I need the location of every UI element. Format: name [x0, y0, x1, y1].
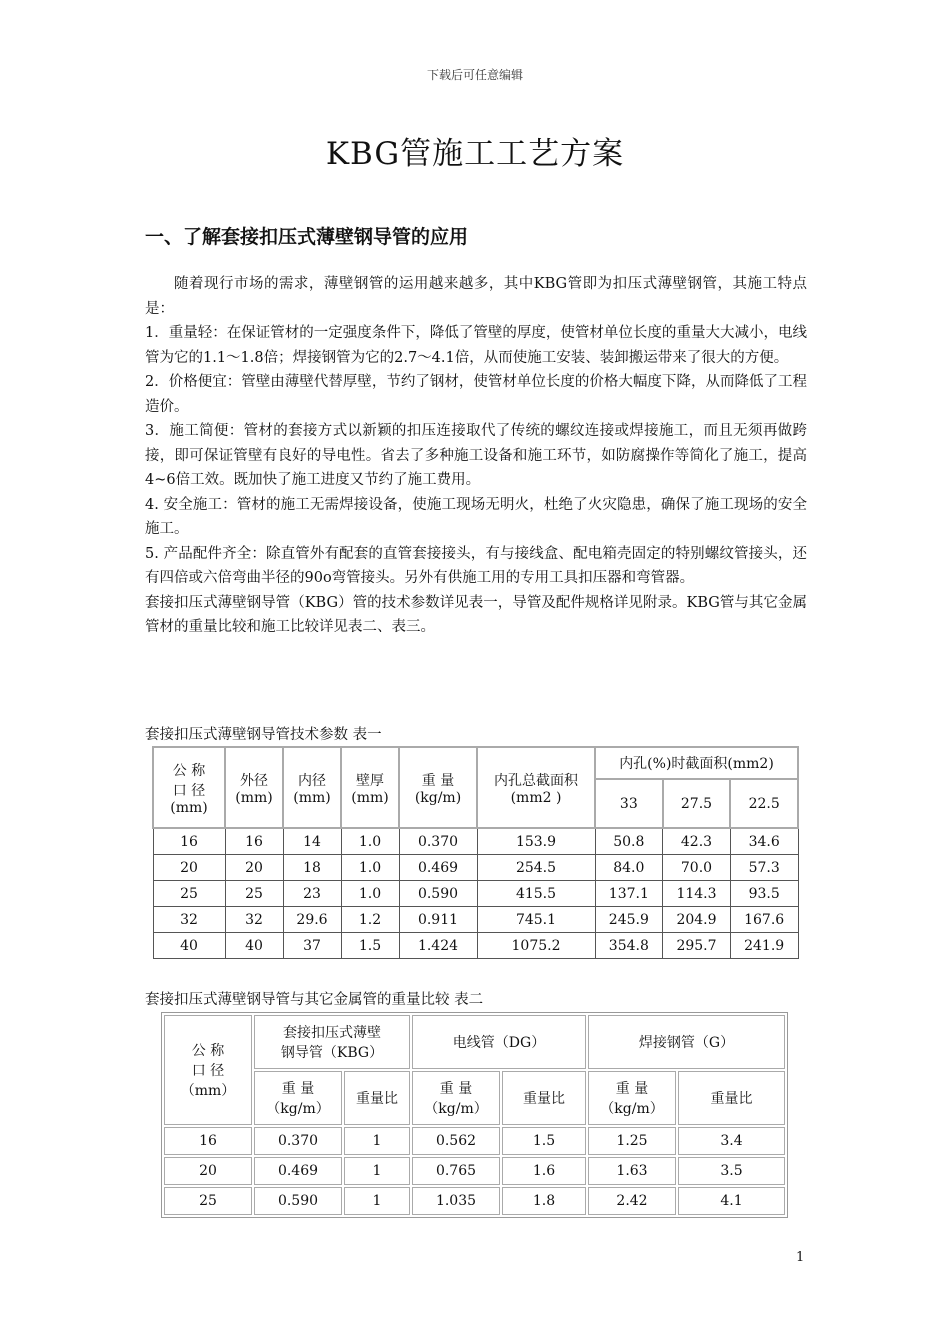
paragraph-item-1: 1．重量轻：在保证管材的一定强度条件下，降低了管壁的厚度，使管材单位长度的重量大大减小，电线管为它的1.1～1.8倍；焊接钢管为它的2.7～4.1倍，从而使施工安装、装卸搬运带来了很大的方便。	[145, 325, 807, 366]
table-cell: 0.469	[399, 855, 477, 881]
table-cell: 16	[225, 828, 283, 855]
table1-caption: 套接扣压式薄壁钢导管技术参数 表一	[145, 727, 382, 743]
table-cell: 1.0	[341, 828, 399, 855]
table-cell: 20	[164, 1157, 252, 1185]
header-area: 内孔总截面积 (mm2 )	[477, 747, 595, 828]
header-pct-27-5: 27.5	[663, 779, 731, 828]
table-cell: 1075.2	[477, 933, 595, 959]
paragraph-item-3: 3．施工简便：管材的套接方式以新颖的扣压连接取代了传统的螺纹连接或焊接施工，而且无须再做跨接，即可保证管壁有良好的导电性。省去了多种施工设备和施工环节，如防腐操作等简化了施工，提高4~6倍工效。既加快了施工进度又节约了施工费用。	[145, 423, 807, 488]
table-cell: 1	[344, 1187, 410, 1215]
table-cell: 354.8	[595, 933, 663, 959]
table-cell: 1.5	[341, 933, 399, 959]
table-cell: 57.3	[730, 855, 798, 881]
paragraph-item-2: 2．价格便宜：管壁由薄壁代替厚壁，节约了钢材，使管材单位长度的价格大幅度下降，从而降低了工程造价。	[145, 374, 807, 415]
table1	[152, 746, 799, 959]
table-cell: 2.42	[588, 1187, 676, 1215]
table-cell: 25	[153, 881, 225, 907]
table-cell: 241.9	[730, 933, 798, 959]
table-cell: 0.765	[412, 1157, 500, 1185]
table-cell: 1.0	[341, 855, 399, 881]
table-cell: 16	[164, 1127, 252, 1155]
table-cell: 295.7	[663, 933, 731, 959]
header-inner: 内径 (mm)	[283, 747, 341, 828]
table-cell: 1.63	[588, 1157, 676, 1185]
header-wall: 壁厚 (mm)	[341, 747, 399, 828]
table-cell: 16	[153, 828, 225, 855]
table-cell: 114.3	[663, 881, 731, 907]
header-nominal: 公 称 口 径 （mm）	[164, 1015, 252, 1125]
table-cell: 40	[225, 933, 283, 959]
table-cell: 167.6	[730, 907, 798, 933]
table-cell: 1.5	[502, 1127, 586, 1155]
table-cell: 1	[344, 1127, 410, 1155]
table-cell: 153.9	[477, 828, 595, 855]
table-cell: 70.0	[663, 855, 731, 881]
paragraph-item-5: 5. 产品配件齐全：除直管外有配套的直管套接接头，有与接线盒、配电箱壳固定的特别螺纹管接头，还有四倍或六倍弯曲半径的90o弯管接头。另外有供施工用的专用工具扣压器和弯管器。	[145, 545, 807, 586]
table-cell: 14	[283, 828, 341, 855]
table-cell: 1	[344, 1157, 410, 1185]
header-g-ratio: 重量比	[678, 1071, 785, 1125]
table-cell: 0.562	[412, 1127, 500, 1155]
table-row	[153, 828, 798, 855]
header-weight: 重 量 (kg/m)	[399, 747, 477, 828]
header-pct-33: 33	[595, 779, 663, 828]
header-outer: 外径 (mm)	[225, 747, 283, 828]
table-cell: 1.8	[502, 1187, 586, 1215]
header-kbg: 套接扣压式薄壁 钢导管（KBG）	[254, 1015, 410, 1069]
page-number: 1	[796, 1250, 805, 1265]
table-cell: 42.3	[663, 828, 731, 855]
paragraph-summary: 套接扣压式薄壁钢导管（KBG）管的技术参数详见表一，导管及配件规格详见附录。KBG管与其它金属管材的重量比较和施工比较详见表二、表三。	[145, 594, 807, 635]
table-cell: 84.0	[595, 855, 663, 881]
header-kbg-weight: 重 量 （kg/m）	[254, 1071, 342, 1125]
table2	[161, 1012, 788, 1218]
header-pct-group: 内孔(%)时截面积(mm2)	[595, 747, 798, 779]
table-cell: 1.424	[399, 933, 477, 959]
table-cell: 254.5	[477, 855, 595, 881]
table-cell: 1.25	[588, 1127, 676, 1155]
table-cell: 3.5	[678, 1157, 785, 1185]
table-cell: 0.370	[254, 1127, 342, 1155]
table-cell: 29.6	[283, 907, 341, 933]
table-cell: 20	[225, 855, 283, 881]
section-heading: 一、了解套接扣压式薄壁钢导管的应用	[145, 226, 469, 248]
table-row	[153, 907, 798, 933]
table-cell: 0.590	[254, 1187, 342, 1215]
table-cell: 0.370	[399, 828, 477, 855]
table-cell: 4.1	[678, 1187, 785, 1215]
table-cell: 18	[283, 855, 341, 881]
table-row	[153, 881, 798, 907]
table-cell: 1.2	[341, 907, 399, 933]
table-row	[164, 1157, 785, 1185]
table-cell: 137.1	[595, 881, 663, 907]
table-row	[164, 1187, 785, 1215]
table-cell: 93.5	[730, 881, 798, 907]
table-row	[153, 855, 798, 881]
table2-caption: 套接扣压式薄壁钢导管与其它金属管的重量比较 表二	[145, 992, 484, 1008]
table-cell: 34.6	[730, 828, 798, 855]
table-cell: 204.9	[663, 907, 731, 933]
table-cell: 245.9	[595, 907, 663, 933]
table-cell: 415.5	[477, 881, 595, 907]
table-cell: 3.4	[678, 1127, 785, 1155]
table-row	[164, 1127, 785, 1155]
table-cell: 0.469	[254, 1157, 342, 1185]
table-cell: 40	[153, 933, 225, 959]
table-cell: 25	[225, 881, 283, 907]
table-cell: 0.911	[399, 907, 477, 933]
page-title: KBG管施工工艺方案	[325, 136, 625, 172]
table-cell: 745.1	[477, 907, 595, 933]
table-cell: 1.0	[341, 881, 399, 907]
table-cell: 37	[283, 933, 341, 959]
paragraph-item-4: 4. 安全施工：管材的施工无需焊接设备，使施工现场无明火，杜绝了火灾隐患，确保了施工现场的安全施工。	[145, 496, 807, 537]
table-cell: 1.6	[502, 1157, 586, 1185]
header-note: 下载后可任意编辑	[426, 68, 523, 82]
header-nominal: 公 称 口 径 (mm)	[153, 747, 225, 828]
table-row	[153, 933, 798, 959]
header-dg-ratio: 重量比	[502, 1071, 586, 1125]
header-pct-22-5: 22.5	[730, 779, 798, 828]
table-cell: 32	[225, 907, 283, 933]
table-cell: 25	[164, 1187, 252, 1215]
table-cell: 20	[153, 855, 225, 881]
header-g: 焊接钢管（G）	[588, 1015, 785, 1069]
header-kbg-ratio: 重量比	[344, 1071, 410, 1125]
body-text	[145, 272, 807, 640]
table-cell: 23	[283, 881, 341, 907]
paragraph-intro: 随着现行市场的需求，薄壁钢管的运用越来越多，其中KBG管即为扣压式薄壁钢管，其施工特点是：	[145, 276, 807, 317]
header-dg-weight: 重 量 （kg/m）	[412, 1071, 500, 1125]
table-cell: 32	[153, 907, 225, 933]
table-cell: 0.590	[399, 881, 477, 907]
header-g-weight: 重 量 （kg/m）	[588, 1071, 676, 1125]
table-cell: 50.8	[595, 828, 663, 855]
header-dg: 电线管（DG）	[412, 1015, 586, 1069]
table-cell: 1.035	[412, 1187, 500, 1215]
